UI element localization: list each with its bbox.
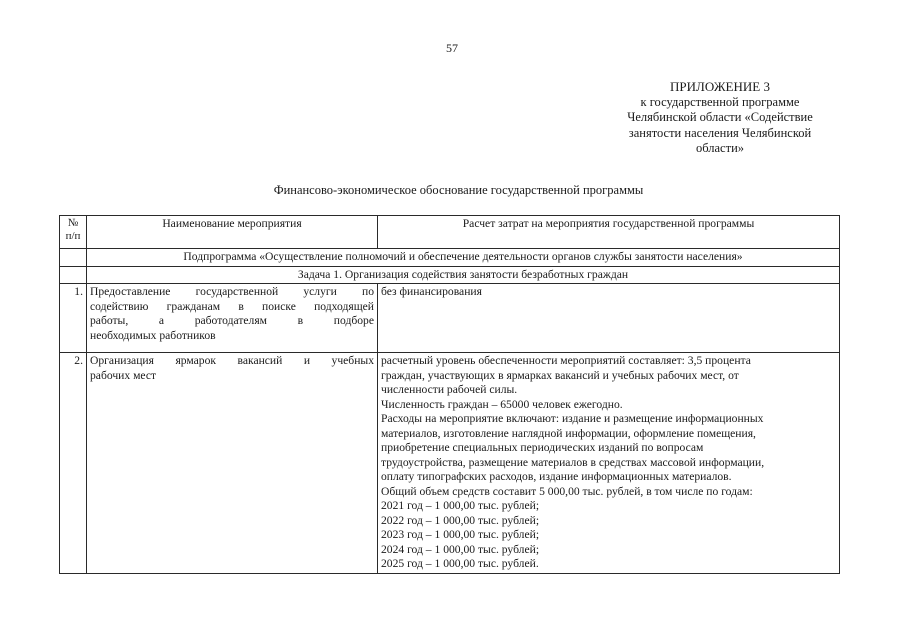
appendix-line: к государственной программе [640, 94, 800, 109]
name-line: Организация ярмарок вакансий и учебных [90, 354, 374, 367]
task-title: Задача 1. Организация содействия занятости безработных граждан [87, 266, 840, 284]
appendix-line: области» [695, 141, 745, 155]
calc-line: 2022 год – 1 000,00 тыс. рублей; [381, 513, 540, 527]
calc-line: Общий объем средств составит 5 000,00 тыс. рублей, в том числе по годам: [381, 484, 753, 498]
calc-line: 2023 год – 1 000,00 тыс. рублей; [381, 528, 540, 541]
empty-cell [60, 266, 87, 284]
calc-line: без финансирования [381, 285, 482, 298]
calc-line: материалов, изготовление наглядной информации, оформление помещения, [381, 426, 756, 440]
financial-table [59, 215, 840, 574]
activity-name [87, 353, 378, 574]
name-line: рабочих мест [90, 368, 157, 382]
name-line: необходимых работников [90, 328, 216, 342]
appendix-heading: ПРИЛОЖЕНИЕ 3 [670, 79, 770, 94]
subprogram-title: Подпрограмма «Осуществление полномочий и обеспечение деятельности органов службы занятости населения» [87, 249, 840, 267]
calc-line: 2024 год – 1 000,00 тыс. рублей; [381, 542, 540, 556]
calc-line: 2025 год – 1 000,00 тыс. рублей. [381, 557, 539, 570]
calc-line: численности рабочей силы. [381, 383, 518, 396]
table-header-row [60, 216, 840, 249]
calc-line: Расходы на мероприятие включают: издание и размещение информационных [381, 412, 764, 425]
empty-cell [60, 249, 87, 267]
appendix-line: Челябинской области «Содействие [627, 110, 813, 124]
calc-line: граждан, участвующих в ярмарках вакансий и учебных рабочих мест, от [381, 368, 739, 382]
calc-line: Численность граждан – 65000 человек ежегодно. [381, 397, 623, 411]
name-line: работы, а работодателям в подборе [90, 314, 374, 327]
header-num: № п/п [60, 216, 87, 249]
calc-cell [378, 353, 840, 574]
header-calc: Расчет затрат на мероприятия государственной программы [378, 216, 840, 249]
table-row [60, 284, 840, 353]
calc-line: расчетный уровень обеспеченности мероприятий составляет: 3,5 процента [381, 354, 751, 367]
activity-name [87, 284, 378, 353]
calc-line: приобретение специальных периодических изданий по вопросам [381, 441, 704, 454]
row-number: 2. [60, 353, 87, 574]
name-line: Предоставление государственной услуги по [90, 285, 374, 298]
header-name: Наименование мероприятия [87, 216, 378, 249]
appendix-block [600, 79, 840, 157]
name-line: содействию гражданам в поиске подходящей [90, 299, 374, 313]
subprogram-row [60, 249, 840, 267]
calc-line: трудоустройства, размещение материалов в средствах массовой информации, [381, 455, 765, 469]
row-number: 1. [60, 284, 87, 353]
calc-line: оплату типографских расходов, издание информационных материалов. [381, 470, 732, 483]
calc-cell [378, 284, 840, 353]
appendix-line: занятости населения Челябинской [628, 125, 812, 140]
page-number: 57 [446, 41, 458, 55]
document-title: Финансово-экономическое обоснование государственной программы [273, 183, 644, 197]
task-row [60, 266, 840, 284]
table-row [60, 353, 840, 574]
calc-line: 2021 год – 1 000,00 тыс. рублей; [381, 499, 540, 512]
